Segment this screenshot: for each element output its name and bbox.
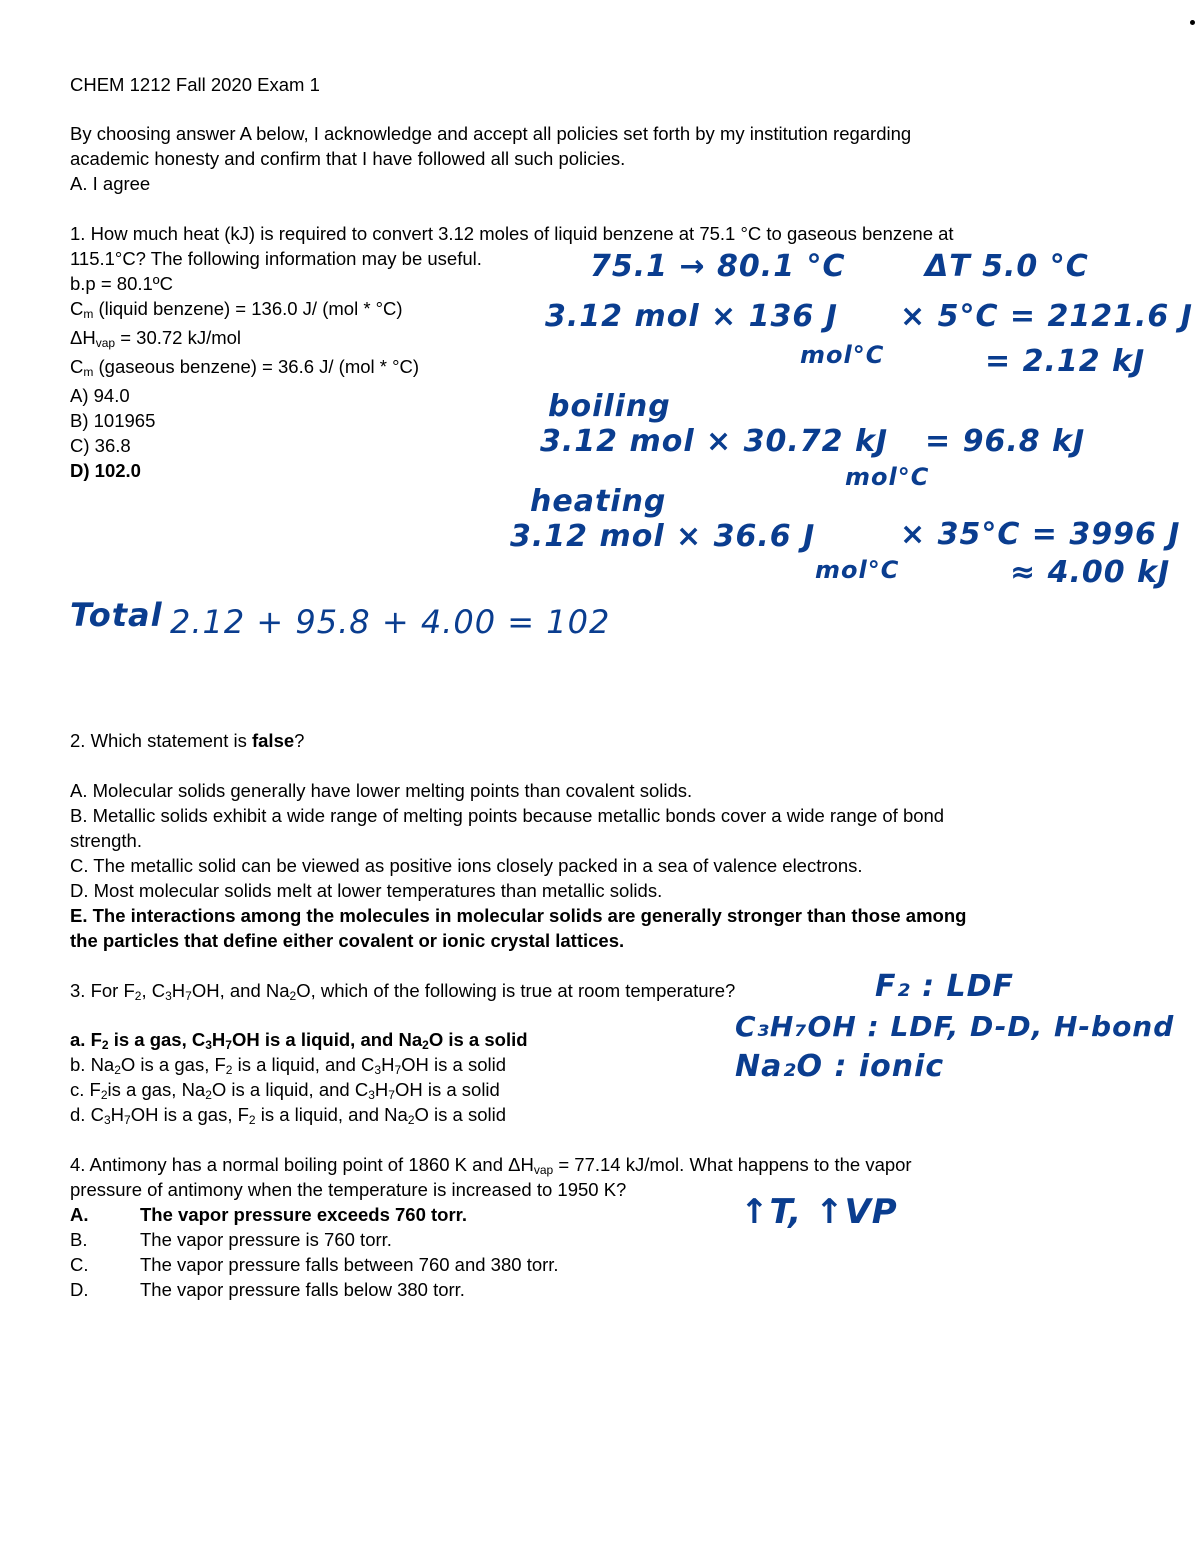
hw-heating-label: heating (530, 484, 667, 519)
q2-option-c: C. The metallic solid can be viewed as positive ions closely packed in a sea of valence electrons. (70, 855, 863, 876)
hw-heating-kj: ≈ 4.00 kJ (1010, 555, 1171, 590)
q1-option-d-correct: D) 102.0 (70, 460, 141, 481)
q2-option-b-line-1: B. Metallic solids exhibit a wide range of melting points because metallic bonds cover a wide range of bond (70, 805, 945, 826)
q4-stem-line-2: pressure of antimony when the temperature is increased to 1950 K? (70, 1179, 627, 1200)
q2-option-b-line-2: strength. (70, 830, 142, 851)
q1-option-c: C) 36.8 (70, 435, 131, 456)
q4-option-b: B. The vapor pressure is 760 torr. (70, 1229, 392, 1250)
q2-stem: 2. Which statement is false? (70, 730, 305, 751)
q1-cm-liquid: $C_m$ (liquid benzene) = 136.0 J/ (mol * °C) (70, 298, 403, 321)
honesty-line-2: academic honesty and confirm that I have followed all such policies. (70, 148, 626, 169)
q4-option-c: C. The vapor pressure falls between 760 and 380 torr. (70, 1254, 559, 1275)
hw-boiling-result: = 96.8 kJ (925, 424, 1086, 459)
q2-option-e-line-1: E. The interactions among the molecules in molecular solids are generally stronger than those among (70, 905, 967, 926)
q4-option-a-correct: A. The vapor pressure exceeds 760 torr. (70, 1204, 468, 1225)
hw-liquid-kj: = 2.12 kJ (985, 344, 1146, 379)
hw-boiling-calc: 3.12 mol × 30.72 kJ (540, 424, 889, 459)
hw-boiling-label: boiling (548, 389, 671, 424)
q1-cm-gas: $C_m$ (gaseous benzene) = 36.6 J/ (mol * °C) (70, 356, 420, 379)
q1-stem-line-1: 1. How much heat (kJ) is required to convert 3.12 moles of liquid benzene at 75.1 °C to gaseous benzene at (70, 223, 954, 244)
hw-liquid-result: × 5°C = 2121.6 J (900, 299, 1193, 334)
hw-total-label: Total (70, 596, 163, 634)
q2-option-d: D. Most molecular solids melt at lower temperatures than metallic solids. (70, 880, 663, 901)
q1-option-b: B) 101965 (70, 410, 156, 431)
hw-temp-range: 75.1 → 80.1 °C (590, 249, 846, 284)
q2-option-e-line-2: the particles that define either covalent or ionic crystal lattices. (70, 930, 625, 951)
hw-total-calc: 2.12 + 95.8 + 4.00 = 102 (170, 603, 611, 641)
honesty-option-a: A. I agree (70, 173, 151, 194)
q1-option-a: A) 94.0 (70, 385, 130, 406)
q3-option-a-correct: a. $F_2$ is a gas, $C_3H_7OH$ is a liquid, and $Na_2O$ is a solid (70, 1029, 528, 1052)
exam-title: CHEM 1212 Fall 2020 Exam 1 (70, 74, 320, 95)
hw-heating-units: mol°C (815, 556, 900, 584)
hw-q4-note: ↑T, ↑VP (740, 1192, 898, 1232)
hw-q3-propanol: C₃H₇OH : LDF, D-D, H-bond (735, 1010, 1175, 1043)
q1-stem-line-2: 115.1°C? The following information may be useful. (70, 248, 482, 269)
hw-delta-t: ΔT 5.0 °C (925, 249, 1089, 284)
q3-option-d: d. $C_3H_7OH$ is a gas, $F_2$ is a liquid, and $Na_2O$ is a solid (70, 1104, 507, 1127)
q3-option-c: c. $F_2is$ a gas, $Na_2O$ is a liquid, and $C_3H_7OH$ is a solid (70, 1079, 500, 1102)
hw-boiling-units: mol°C (845, 463, 930, 491)
honesty-line-1: By choosing answer A below, I acknowledge and accept all policies set forth by my institution regarding (70, 123, 912, 144)
q4-option-d: D. The vapor pressure falls below 380 torr. (70, 1279, 465, 1300)
hw-liquid-units: mol°C (800, 341, 885, 369)
q1-bp: b.p = 80.1ºC (70, 273, 173, 294)
q4-stem-line-1: 4. Antimony has a normal boiling point of 1860 K and $\Delta H_{vap} = 77.14$ kJ/mol. What happens to the vapor (70, 1154, 912, 1177)
hw-q3-f2: F₂ : LDF (875, 969, 1015, 1004)
hw-heating-result: × 35°C = 3996 J (900, 517, 1181, 552)
q2-option-a: A. Molecular solids generally have lower melting points than covalent solids. (70, 780, 693, 801)
corner-mark (1190, 20, 1195, 25)
hw-heating-calc: 3.12 mol × 36.6 J (510, 519, 816, 554)
q1-dh-vap: $\Delta H_{vap} = 30.72$ kJ/mol (70, 327, 242, 350)
hw-q3-na2o: Na₂O : ionic (735, 1049, 945, 1084)
q3-stem: 3. For $F_2$, $C_3H_7OH$, and $Na_2O$, which of the following is true at room temperature? (70, 980, 736, 1003)
hw-liquid-heat: 3.12 mol × 136 J (545, 299, 838, 334)
q3-option-b: b. $Na_2O$ is a gas, $F_2$ is a liquid, and $C_3H_7OH$ is a solid (70, 1054, 507, 1077)
